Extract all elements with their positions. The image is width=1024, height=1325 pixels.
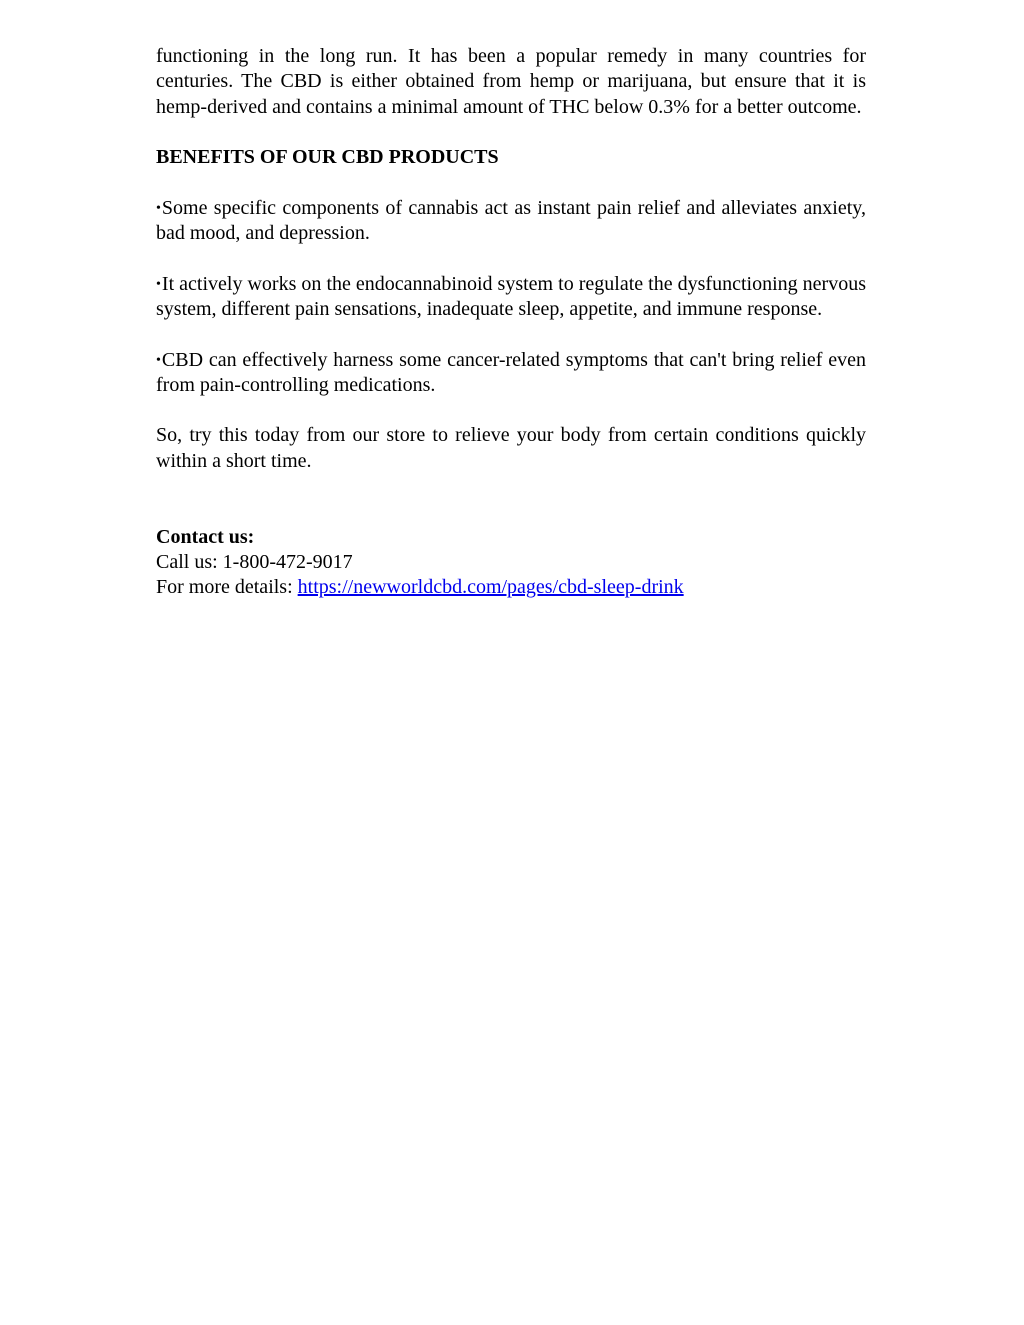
phone-number: 1-800-472-9017 bbox=[222, 550, 353, 573]
benefits-heading: BENEFITS OF OUR CBD PRODUCTS bbox=[156, 146, 499, 169]
bullet-icon: • bbox=[156, 352, 161, 368]
details-label: For more details: bbox=[156, 576, 298, 599]
benefit-item-text: Some specific components of cannabis act as instant pain relief and alleviates anxiety, bad mood, and depression. bbox=[156, 196, 866, 245]
benefit-item bbox=[156, 348, 866, 399]
details-link[interactable]: https://newworldcbd.com/pages/cbd-sleep-drink bbox=[297, 576, 684, 599]
benefit-item-text: CBD can effectively harness some cancer-related symptoms that can't bring relief even from pain-controlling medications. bbox=[156, 348, 866, 396]
bullet-icon: • bbox=[156, 276, 161, 292]
benefit-item bbox=[156, 196, 866, 247]
contact-section bbox=[156, 525, 866, 601]
section-spacer bbox=[156, 499, 866, 524]
details-line bbox=[156, 575, 866, 600]
call-label: Call us: bbox=[156, 550, 223, 573]
benefit-item-text: It actively works on the endocannabinoid system to regulate the dysfunctioning nervous system, different pain sensations, inadequate sleep, appetite, and immune response. bbox=[156, 272, 866, 320]
contact-heading: Contact us: bbox=[156, 525, 255, 548]
document-page bbox=[156, 44, 866, 601]
benefit-item bbox=[156, 272, 866, 323]
intro-paragraph: functioning in the long run. It has been a popular remedy in many countries for centuries. The CBD is either obtained from hemp or marijuana, but ensure that it is hemp-derived and contains a minimal amount of THC below 0.3% for a better outcome. bbox=[156, 45, 866, 118]
bullet-icon: • bbox=[156, 200, 161, 216]
call-line bbox=[156, 550, 866, 575]
closing-paragraph: So, try this today from our store to relieve your body from certain conditions quickly within a short time. bbox=[156, 424, 866, 472]
